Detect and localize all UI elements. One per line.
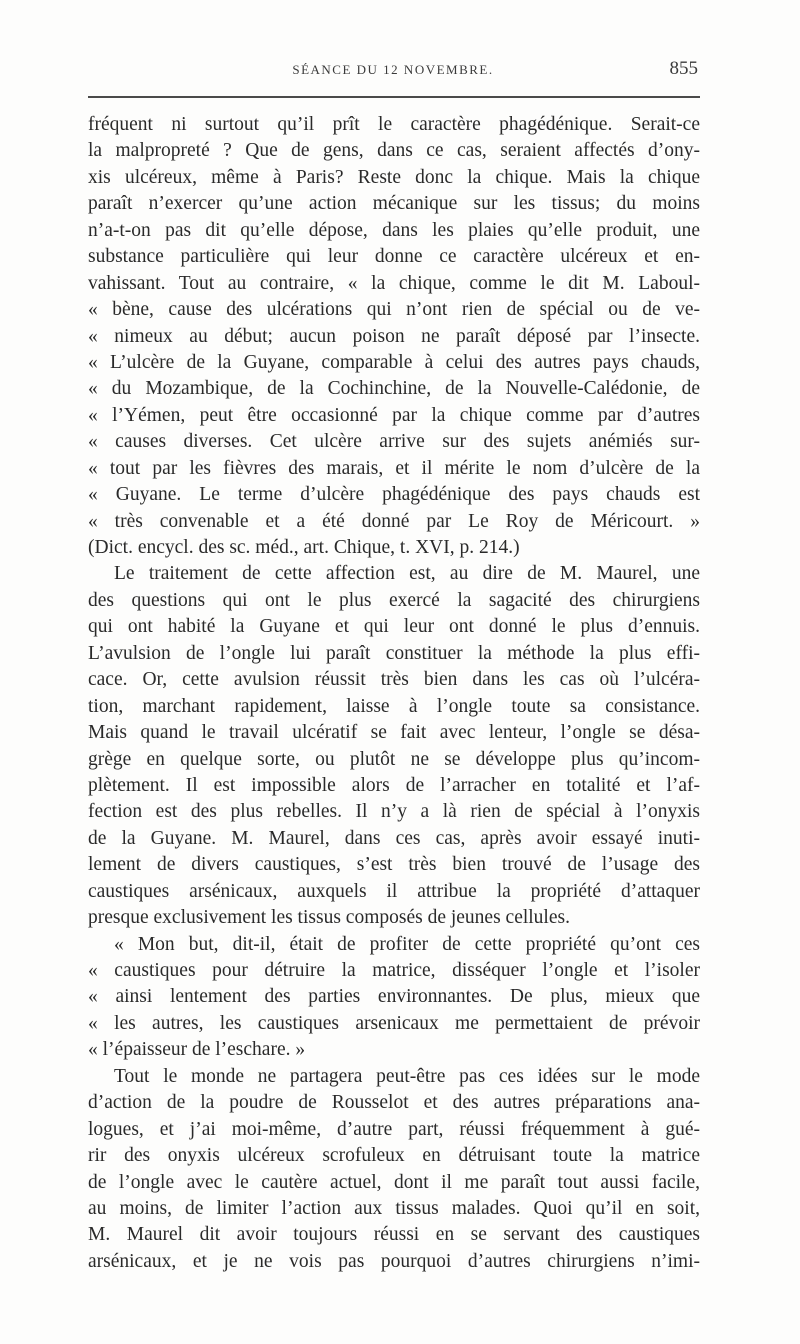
text-line: L’avulsion de l’ongle lui paraît constituer la méthode la plus effi- (88, 642, 700, 664)
text-line: « L’ulcère de la Guyane, comparable à celui des autres pays chauds, (88, 351, 700, 373)
body-text (88, 112, 700, 1275)
page-header (88, 58, 698, 88)
text-line: M. Maurel dit avoir toujours réussi en se servant des caustiques (88, 1224, 700, 1246)
text-line: « du Mozambique, de la Cochinchine, de la Nouvelle-Calédonie, de (88, 378, 700, 400)
text-line: d’action de la poudre de Rousselot et des autres préparations ana- (88, 1092, 700, 1114)
quote-line: « l’épaisseur de l’eschare. » (88, 1039, 306, 1061)
text-line: paraît n’exercer qu’une action mécanique sur les tissus; du moins (88, 193, 700, 215)
text-line: plètement. Il est impossible alors de l’arracher en totalité et l’af- (88, 774, 700, 796)
text-line: « bène, cause des ulcérations qui n’ont rien de spécial ou de ve- (88, 299, 700, 321)
text-line: « causes diverses. Cet ulcère arrive sur des sujets anémiés sur- (88, 431, 700, 453)
citation-line: (Dict. encycl. des sc. méd., art. Chique, t. XVI, p. 214.) (88, 537, 520, 558)
page-number: 855 (669, 58, 698, 79)
text-line: des questions qui ont le plus exercé la sagacité des chirurgiens (88, 589, 700, 611)
text-line: caustiques arsénicaux, auxquels il attribue la propriété d’attaquer (88, 880, 700, 902)
text-line: xis ulcéreux, même à Paris? Reste donc la chique. Mais la chique (88, 166, 700, 188)
quote-start: « Mon but, dit-il, était de profiter de cette propriété qu’ont ces (114, 933, 700, 955)
quote-line: « caustiques pour détruire la matrice, disséquer l’ongle et l’isoler (88, 960, 700, 981)
text-line: presque exclusivement les tissus composés de jeunes cellules. (88, 907, 570, 929)
text-line: logues, et j’ai moi-même, d’autre part, réussi fréquemment à gué- (88, 1118, 700, 1140)
text-line: cace. Or, cette avulsion réussit très bien dans les cas où l’ulcéra- (88, 669, 700, 691)
text-line: qui ont habité la Guyane et qui leur ont donné le plus d’ennuis. (88, 616, 700, 638)
text-line: arsénicaux, et je ne vois pas pourquoi d’autres chirurgiens n’imi- (88, 1250, 700, 1272)
text-line: fection est des plus rebelles. Il n’y a là rien de spécial à l’onyxis (88, 801, 700, 823)
text-line: au moins, de limiter l’action aux tissus malades. Quoi qu’il en soit, (88, 1197, 700, 1219)
text-line: vahissant. Tout au contraire, « la chique, comme le dit M. Laboul- (88, 272, 700, 294)
text-line: Mais quand le travail ulcératif se fait avec lenteur, l’ongle se désa- (88, 722, 700, 744)
text-line: de l’ongle avec le cautère actuel, dont il me paraît tout aussi facile, (88, 1171, 700, 1193)
text-line: grège en quelque sorte, ou plutôt ne se développe plus qu’incom- (88, 748, 700, 770)
text-line: fréquent ni surtout qu’il prît le caractère phagédénique. Serait-ce (88, 114, 700, 135)
text-line: « très convenable et a été donné par Le Roy de Méricourt. » (88, 510, 700, 532)
text-line: de la Guyane. M. Maurel, dans ces cas, après avoir essayé inuti- (88, 827, 700, 849)
quote-line: « les autres, les caustiques arsenicaux me permettaient de prévoir (88, 1012, 700, 1034)
text-line: « nimeux au début; aucun poison ne paraît déposé par l’insecte. (88, 325, 700, 347)
paragraph-start: Tout le monde ne partagera peut-être pas ces idées sur le mode (114, 1065, 700, 1087)
running-title: SÉANCE DU 12 NOVEMBRE. (292, 62, 494, 77)
text-line: substance particulière qui leur donne ce caractère ulcéreux et en- (88, 246, 700, 268)
text-line: tion, marchant rapidement, laisse à l’ongle toute sa consistance. (88, 695, 700, 717)
text-line: « l’Yémen, peut être occasionné par la chique comme par d’autres (88, 404, 700, 426)
text-line: « tout par les fièvres des marais, et il mérite le nom d’ulcère de la (88, 457, 700, 479)
paragraph-start: Le traitement de cette affection est, au dire de M. Maurel, une (114, 563, 700, 585)
text-line: la malpropreté ? Que de gens, dans ce cas, seraient affectés d’ony- (88, 140, 700, 162)
header-rule (88, 96, 700, 98)
text-line: lement de divers caustiques, s’est très bien trouvé de l’usage des (88, 854, 700, 876)
quote-line: « ainsi lentement des parties environnantes. De plus, mieux que (88, 986, 700, 1008)
text-line: n’a-t-on pas dit qu’elle dépose, dans les plaies qu’elle produit, une (88, 219, 700, 241)
text-line: « Guyane. Le terme d’ulcère phagédénique des pays chauds est (88, 484, 700, 506)
text-line: rir des onyxis ulcéreux scrofuleux en détruisant toute la matrice (88, 1145, 700, 1167)
